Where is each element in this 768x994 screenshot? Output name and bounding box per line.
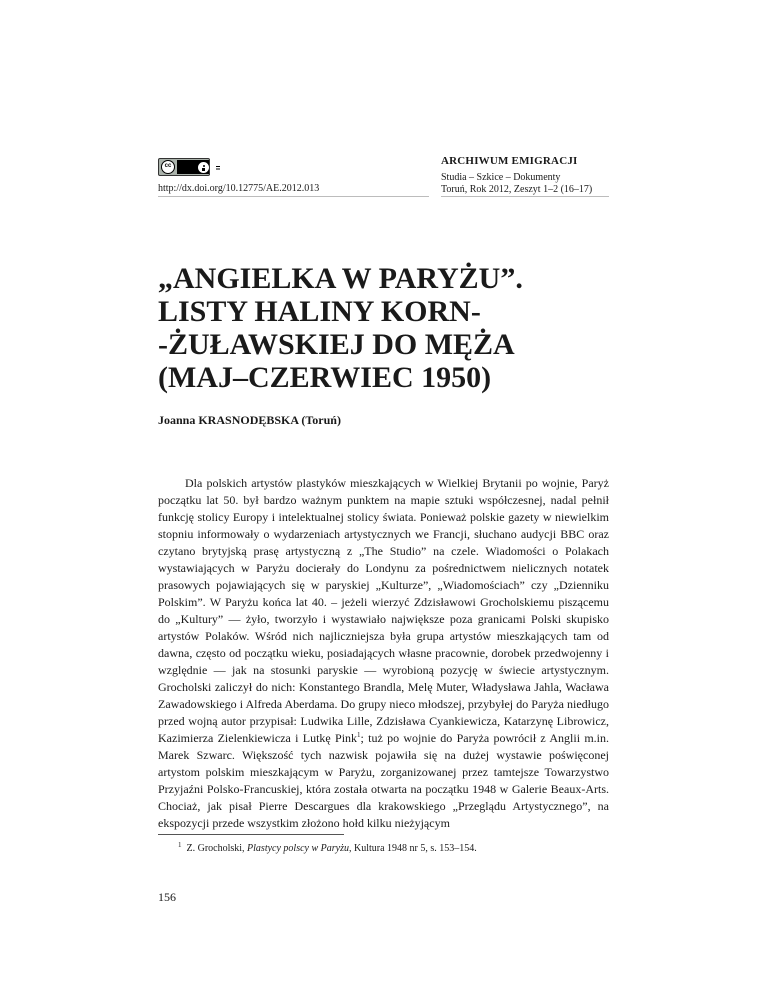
journal-title: ARCHIWUM EMIGRACJI: [441, 155, 578, 167]
license-strip: [177, 160, 209, 174]
page-number: 156: [158, 890, 176, 904]
header-divider-right: [441, 196, 609, 197]
footnote-divider: [158, 834, 344, 835]
body-paragraph: [158, 475, 609, 832]
cc-logo-icon: cc: [161, 160, 175, 174]
footnote-work-title: Plastycy polscy w Paryżu: [247, 843, 349, 854]
no-derivatives-icon: [212, 162, 223, 173]
title-line: (MAJ–CZERWIEC 1950): [158, 361, 492, 394]
doi-link[interactable]: http://dx.doi.org/10.12775/AE.2012.013: [158, 183, 320, 194]
header-divider-left: [158, 196, 429, 197]
footnote-author: Z. Grocholski,: [186, 843, 245, 854]
attribution-icon: [198, 162, 209, 173]
footnote: [178, 843, 477, 854]
journal-details: Toruń, Rok 2012, Zeszyt 1–2 (16–17): [441, 184, 593, 195]
body-text: Dla polskich artystów plastyków mieszkających w Wielkiej Brytanii po wojnie, Paryż początku lat 50. był bardzo ważnym punktem na mapie sztuki współczesnej, nadal pełnił funkcję stolicy Europy i intelektualnej stolicy świata. Ponieważ polskie gazety w niewielkim stopniu informowały o wydarzeniach artystycznych we Francji, słuchano audycji BBC oraz czytano brytyjską prasę artystyczną z „The Studio” na czele. Wiadomości o Polakach wystawiających w Paryżu docierały do Londynu za pośrednictwem nielicznych notatek prasowych pojawiających się w paryskiej „Kulturze”, „Wiadomościach” czy „Dzienniku Polskim”. W Paryżu końca lat 40. – jeżeli wierzyć Zdzisławowi Grocholskiemu piszącemu do „Kultury” — żyło, tworzyło i wystawiało największe poza granicami Polski skupisko artystów Polaków. Wśród nich najliczniejsza była grupa artystów mieszkających tam od dawna, często od początku wieku, posiadających własne pracownie, dorobek przedwojenny i względnie — jak na stosunki paryskie — wyrobioną pozycję w świecie artystycznym. Grocholski zaliczył do nich: Konstantego Brandla, Melę Muter, Władysława Jahla, Wacława Zawadowskiego i Alfreda Aberdama. Do grupy nieco młodszej, przybyłej do Paryża niedługo przed wojną autor przypisał: Ludwika Lille, Zdzisława Cyankiewicza, Katarzynę Librowicz, Kazimierza Zielenkiewicza i Lutkę Pink: [158, 476, 609, 745]
body-text: ; tuż po wojnie do Paryża powrócił z Anglii m.in. Marek Szwarc. Większość tych nazwisk pojawiła się na dużej wystawie poświęconej artystom polskim mieszkającym w Paryżu, zorganizowanej przez tamtejsze Towarzystwo Przyjaźni Polsko-Francuskiej, która została otwarta na początku 1948 w Galerie Beaux-Arts. Chociaż, jak pisał Pierre Descargues dla krakowskiego „Przeglądu Artystycznego”, na ekspozycji przede wszystkim złożono hołd kilku nieżyjącym: [158, 731, 609, 830]
title-line: „ANGIELKA W PARYŻU”.: [158, 262, 523, 295]
article-author: Joanna KRASNODĘBSKA (Toruń): [158, 413, 341, 427]
cc-by-nd-icon: [158, 158, 210, 176]
journal-info: [441, 155, 631, 195]
footnote-number: 1: [178, 841, 182, 849]
journal-subtitle: Studia – Szkice – Dokumenty: [441, 172, 561, 183]
title-line: LISTY HALINY KORN-: [158, 295, 481, 328]
footnote-source: , Kultura 1948 nr 5, s. 153–154.: [348, 843, 477, 854]
title-line: -ŻUŁAWSKIEJ DO MĘŻA: [158, 328, 515, 361]
footnote-ref[interactable]: 1: [357, 731, 361, 739]
article-title: [158, 262, 523, 394]
